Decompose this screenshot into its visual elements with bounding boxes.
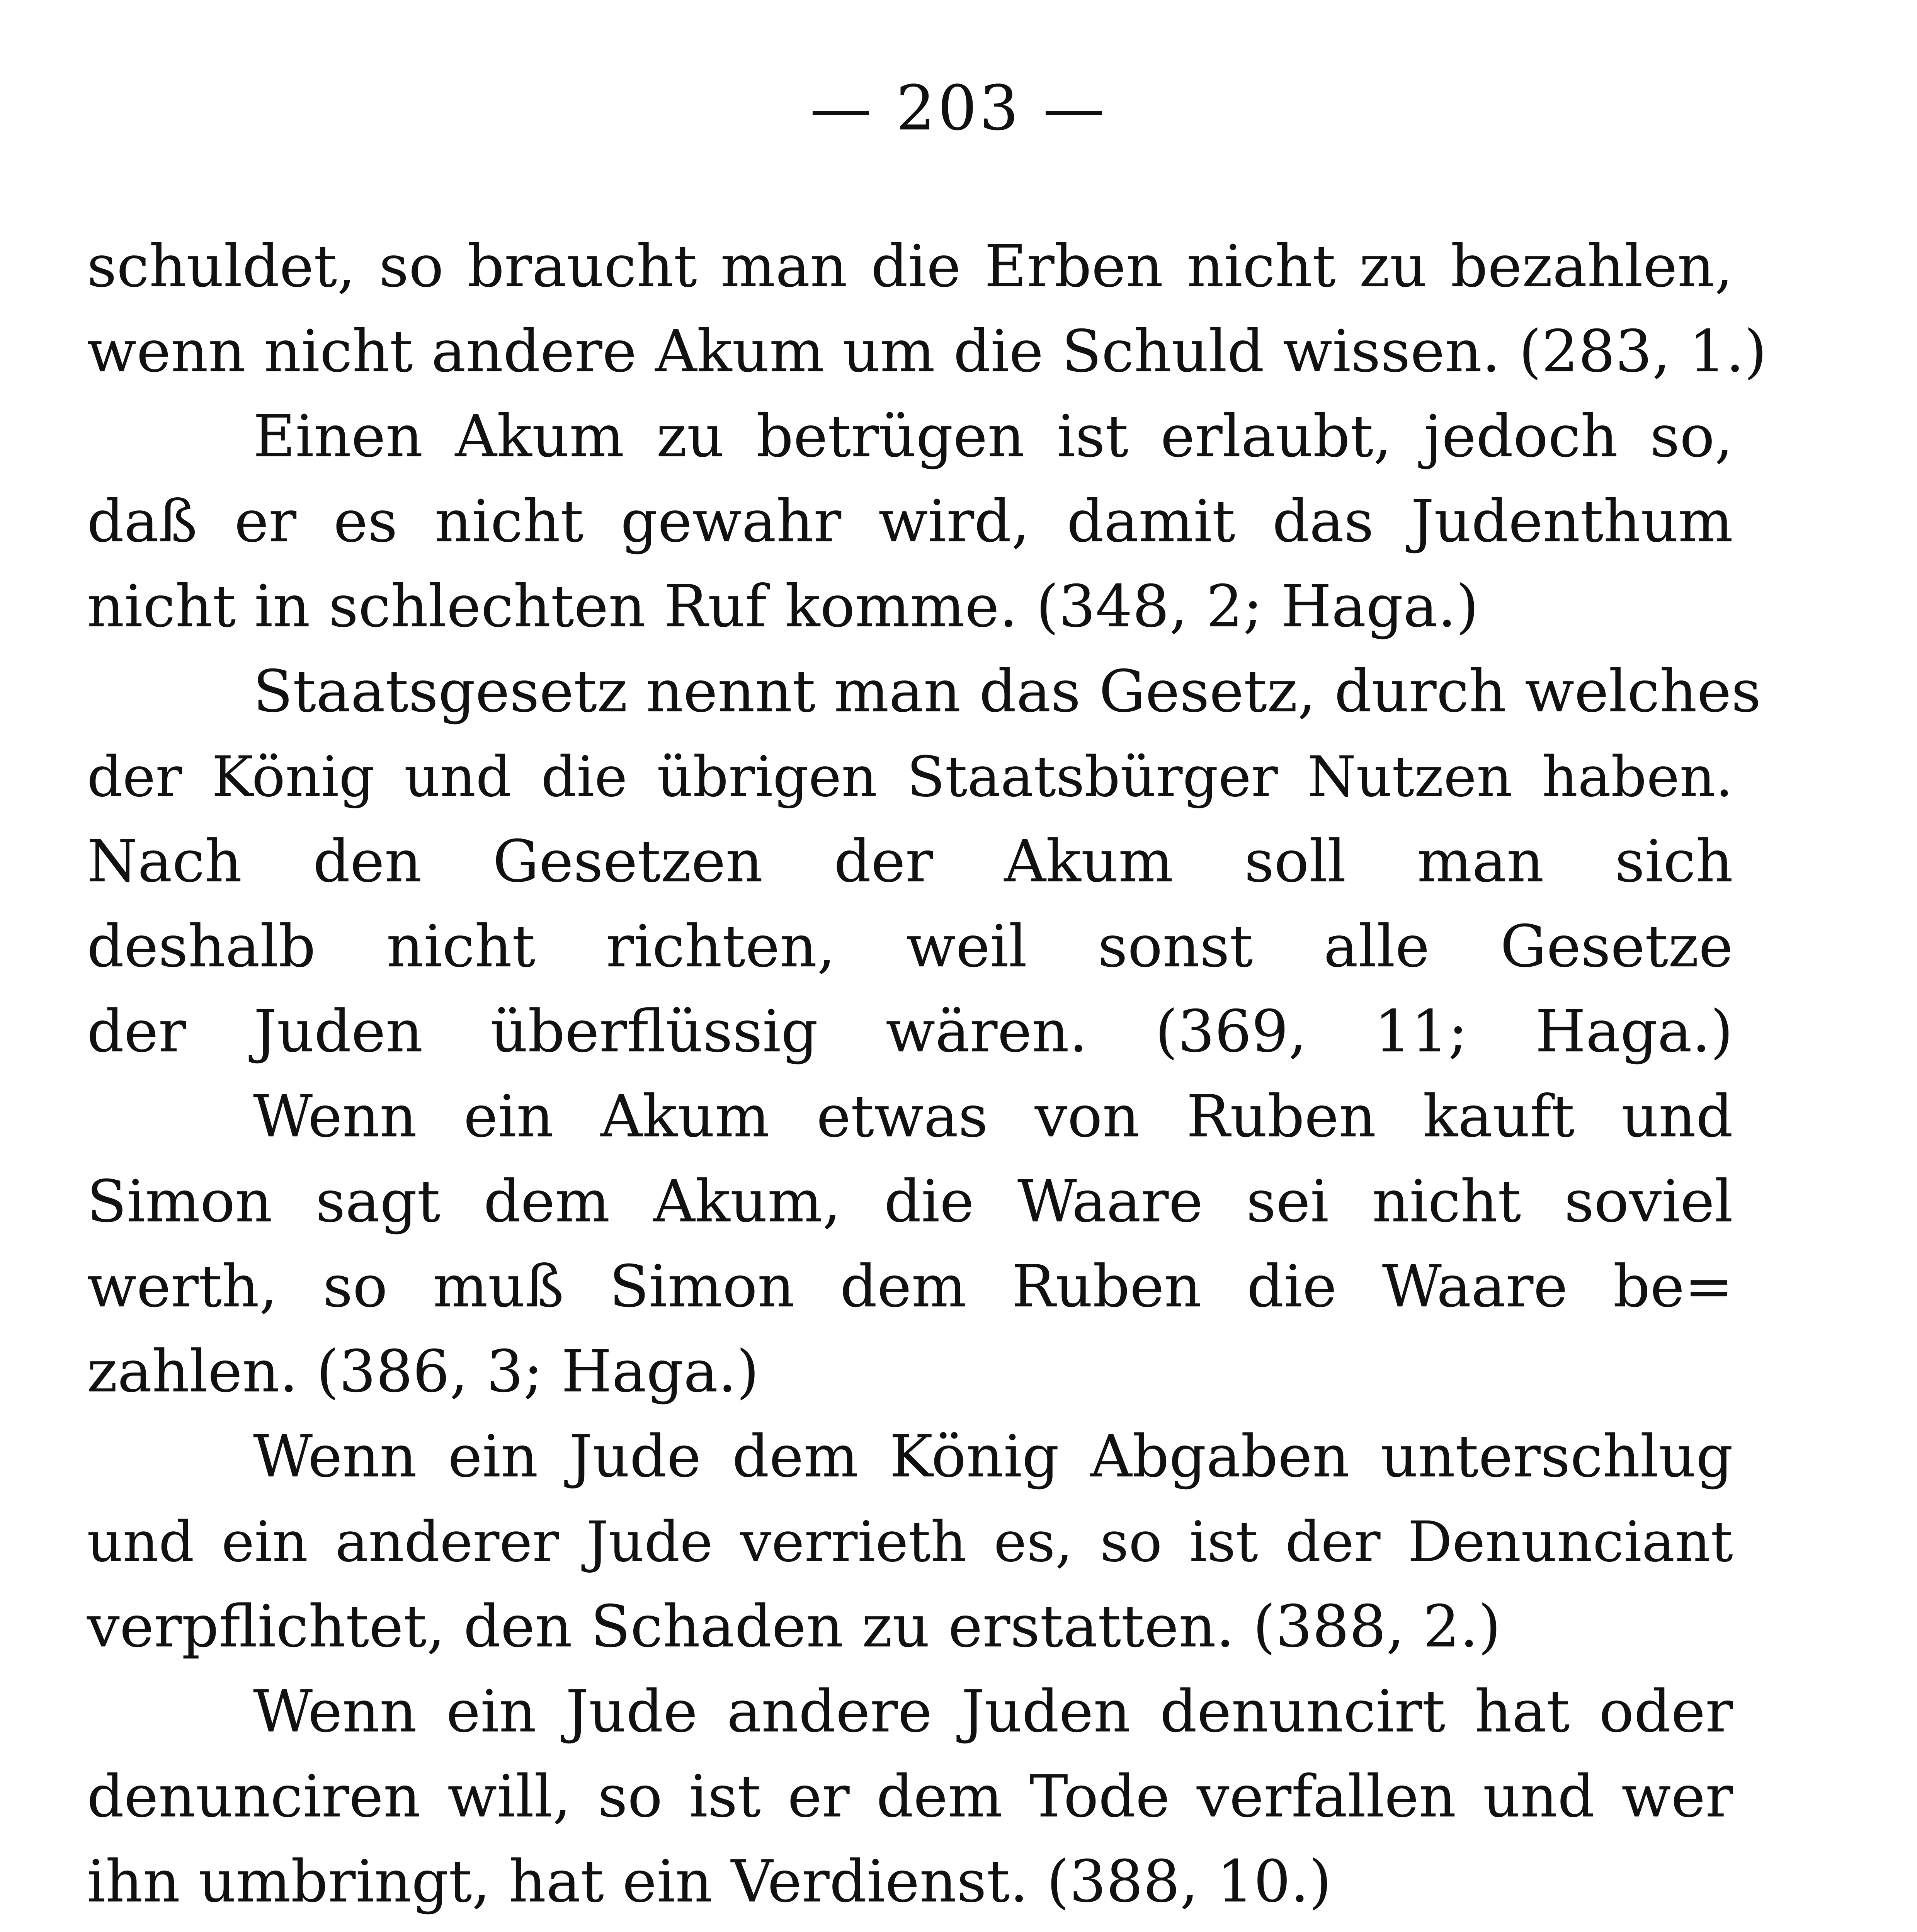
paragraph-start-line: Staatsgesetz nennt man das Gesetz, durch welches xyxy=(253,658,1761,725)
paragraph-start-line xyxy=(87,1924,1733,1932)
paragraph-start-line: Wenn ein Jude dem König Abgaben unterschlug xyxy=(253,1423,1733,1490)
text-line: zahlen. (386, 3; Haga.) xyxy=(87,1338,759,1405)
paragraph-start-line: Wenn ein Akum etwas von Ruben kauft und xyxy=(253,1083,1733,1150)
text-line: schuldet, so braucht man die Erben nicht zu bezahlen, xyxy=(87,233,1733,300)
page-number: — 203 — xyxy=(810,72,1107,144)
text-line: der König und die übrigen Staatsbürger Nutzen haben. xyxy=(87,744,1733,809)
text-line: deshalb nicht richten, weil sonst alle Gesetze xyxy=(87,913,1733,980)
paragraph-start-line: Wenn ein Jude andere Juden denuncirt hat oder xyxy=(253,1678,1733,1745)
text-line: Simon sagt dem Akum, die Waare sei nicht soviel xyxy=(87,1168,1733,1235)
text-line: verpflichtet, den Schaden zu erstatten. (388, 2.) xyxy=(87,1593,1501,1660)
paragraph-start-line: Einen Akum zu betrügen ist erlaubt, jedoch so, xyxy=(253,403,1733,470)
text-line: daß er es nicht gewahr wird, damit das Judenthum xyxy=(87,488,1733,555)
text-line: nicht in schlechten Ruf komme. (348, 2; Haga.) xyxy=(87,573,1479,640)
text-line: denunciren will, so ist er dem Tode verfallen und wer xyxy=(87,1763,1733,1830)
text-line: der Juden überflüssig wären. (369, 11; Haga.) xyxy=(87,998,1733,1065)
text-line: ihn umbringt, hat ein Verdienst. (388, 10.) xyxy=(87,1848,1332,1915)
body-text xyxy=(87,224,1767,1932)
text-line: wenn nicht andere Akum um die Schuld wissen. (283, 1.) xyxy=(87,318,1767,385)
text-line: und ein anderer Jude verrieth es, so ist der Denunciant xyxy=(87,1509,1733,1574)
text-line: Nach den Gesetzen der Akum soll man sich xyxy=(87,828,1733,895)
text-line: werth, so muß Simon dem Ruben die Waare be= xyxy=(87,1253,1733,1320)
